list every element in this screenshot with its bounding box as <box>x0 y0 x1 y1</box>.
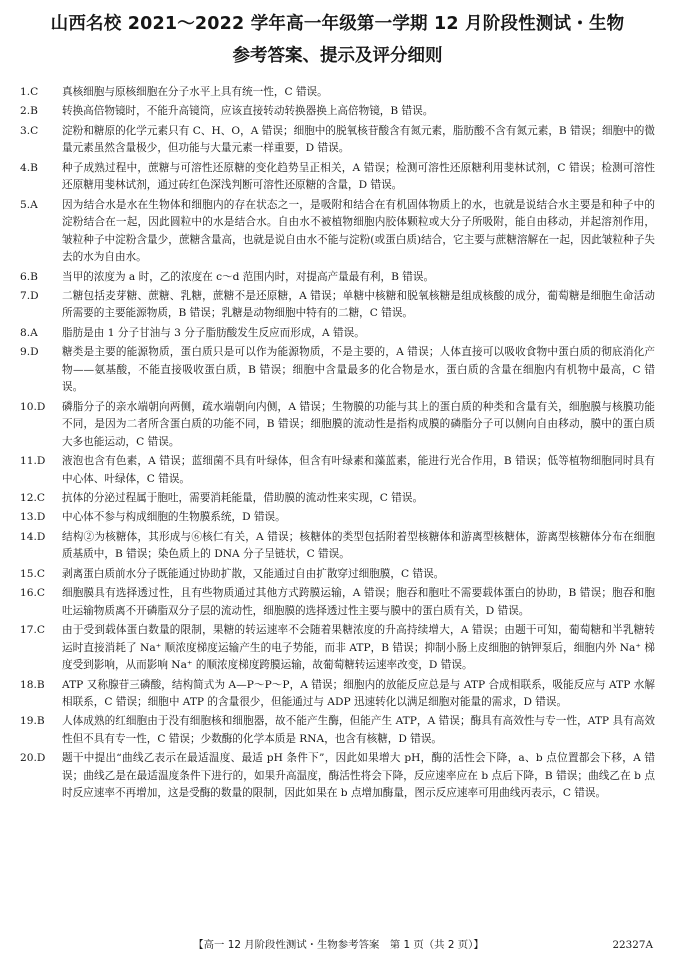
answer-item <box>20 325 655 342</box>
answer-explanation: 人体成熟的红细胞由于没有细胞核和细胞器，故不能产生酶，但能产生 ATP，A 错误；酶具有高效性与专一性，ATP 具有高效性但不具有专一性，C 错误；少数酶的化学本质是 RNA，也含有核糖，D 错误。 <box>62 715 655 745</box>
answer-item <box>20 344 655 396</box>
footer-page-info: 【高一 12 月阶段性测试・生物参考答案 第 1 页（共 2 页）】 <box>193 939 484 951</box>
answer-explanation: 中心体不参与构成细胞的生物膜系统，D 错误。 <box>62 511 286 524</box>
answer-explanation: 真核细胞与原核细胞在分子水平上具有统一性，C 错误。 <box>62 86 328 98</box>
answer-explanation: 因为结合水是水在生物体和细胞内的存在状态之一，是吸附和结合在有机固体物质上的水，也就是说结合水主要是和种子中的淀粉结合在一起，因此圆粒中的水是结合水。自由水不被植物细胞内胶体颗粒或大分子所吸附，能自由移动，并起溶剂作用，皱粒种子中淀粉含量少，蔗糖含量高，也就是说自由水不能与淀粉(或蛋白质)结合，它主要与蔗糖溶解在一起，因此皱粒种子失去的水为自由水。 <box>62 198 655 264</box>
answer-item <box>20 123 655 158</box>
answer-explanation: 结构②为核糖体，其形成与⑥核仁有关，A 错误；核糖体的类型包括附着型核糖体和游离型核糖体，游离型核糖体分布在细胞质基质中，B 错误；染色质上的 DNA 分子呈链状，C 错误。 <box>62 530 655 561</box>
answer-number: 11.D <box>20 455 46 468</box>
answer-item <box>20 750 655 802</box>
answer-number: 1.C <box>20 86 39 98</box>
answer-explanation: 糖类是主要的能源物质，蛋白质只是可以作为能源物质，不是主要的，A 错误；人体直接可以吸收食物中蛋白质的彻底消化产物——氨基酸，不能直接吸收蛋白质，B 错误；细胞中含量最多的化合物是水，蛋白质的含量在细胞内有机物中最高，C 错误。 <box>62 346 655 394</box>
answer-explanation: 剥离蛋白质前水分子既能通过协助扩散，又能通过自由扩散穿过细胞膜，C 错误。 <box>62 567 445 580</box>
answer-list <box>20 84 655 803</box>
answer-number: 9.D <box>20 346 39 359</box>
answer-number: 16.C <box>20 587 45 600</box>
answer-explanation: 磷脂分子的亲水端朝向两侧，疏水端朝向内侧，A 错误；生物膜的功能与其上的蛋白质的种类和含量有关，细胞膜与核膜功能不同，是因为二者所含蛋白质的功能不同，B 错误；细胞膜的流动性是指构成膜的磷脂分子可以侧向自由移动，膜中的蛋白质大多也能运动，C 错误。 <box>62 400 655 448</box>
page-footer <box>0 938 677 952</box>
answer-number: 20.D <box>20 752 46 765</box>
answer-explanation: 抗体的分泌过程属于胞吐，需要消耗能量，借助膜的流动性来实现，C 错误。 <box>62 491 424 504</box>
answer-number: 7.D <box>20 289 39 302</box>
answer-number: 3.C <box>20 124 39 137</box>
answer-explanation: 转换高倍物镜时，不能升高镜筒，应该直接转动转换器换上高倍物镜，B 错误。 <box>62 105 434 118</box>
answer-item <box>20 288 655 323</box>
answer-number: 19.B <box>20 715 45 728</box>
answer-item <box>20 399 655 451</box>
answer-explanation: 当甲的浓度为 a 时，乙的浓度在 c～d 范围内时，对提高产量最有利，B 错误。 <box>62 270 435 283</box>
answer-number: 2.B <box>20 105 38 118</box>
answer-number: 4.B <box>20 161 38 174</box>
answer-item <box>20 529 655 564</box>
answer-item <box>20 566 655 583</box>
answer-item <box>20 677 655 712</box>
answer-number: 12.C <box>20 491 45 504</box>
answer-item <box>20 160 655 195</box>
answer-item <box>20 585 655 620</box>
answer-explanation: 题干中提出“曲线乙表示在最适温度、最适 pH 条件下”，因此如果增大 pH，酶的活性会下降，a、b 点位置都会下移，A 错误；曲线乙是在最适温度条件下进行的，如果升高温度，酶活性将会下降，反应速率应在 b 点后下降，B 错误；曲线乙在 b 点时反应速率不再增加，这是受酶的数量的限制，因此如果在 b 点增加酶量，图示反应速率可用曲线丙表示，C 错误。 <box>62 752 655 800</box>
answer-item <box>20 197 655 267</box>
answer-explanation: 液泡也含有色素，A 错误；蓝细菌不具有叶绿体，但含有叶绿素和藻蓝素，能进行光合作用，B 错误；低等植物细胞同时具有中心体、叶绿体，C 错误。 <box>62 455 655 485</box>
answer-explanation: 细胞膜具有选择透过性，且有些物质通过其他方式跨膜运输，A 错误；胞吞和胞吐不需要载体蛋白的协助，B 错误；胞吞和胞吐运输物质离不开磷脂双分子层的流动性，细胞膜的选择透过性主要与膜中的蛋白质有关，D 错误。 <box>62 587 655 617</box>
answer-number: 15.C <box>20 567 45 580</box>
answer-number: 5.A <box>20 198 38 211</box>
answer-item <box>20 103 655 120</box>
answer-item <box>20 509 655 526</box>
document-subtitle: 参考答案、提示及评分细则 <box>232 46 443 66</box>
document-title: 山西名校 2021～2022 学年高一年级第一学期 12 月阶段性测试・生物 <box>50 14 625 34</box>
answer-item <box>20 453 655 488</box>
answer-explanation: 种子成熟过程中，蔗糖与可溶性还原糖的变化趋势呈正相关，A 错误；检测可溶性还原糖利用斐林试剂，C 错误；检测可溶性还原糖用斐林试剂，通过砖红色深浅判断可溶性还原糖的含量，D 错误。 <box>62 161 655 192</box>
answer-number: 18.B <box>20 678 45 691</box>
answer-number: 10.D <box>20 400 46 413</box>
answer-number: 13.D <box>20 511 46 524</box>
answer-explanation: 淀粉和糖原的化学元素只有 C、H、O，A 错误；细胞中的脱氧核苷酸含有氮元素，脂肪酸不含有氮元素，B 错误；细胞中的微量元素虽然含量极少，但功能与大量元素一样重要，D 错误。 <box>62 124 655 155</box>
answer-item <box>20 84 655 101</box>
answer-number: 14.D <box>20 530 46 543</box>
answer-explanation: 脂肪是由 1 分子甘油与 3 分子脂肪酸发生反应而形成，A 错误。 <box>62 326 365 339</box>
answer-explanation: 由于受到载体蛋白数量的限制，果糖的转运速率不会随着果糖浓度的升高持续增大，A 错误；由题干可知，葡萄糖和半乳糖转运时直接消耗了 Na⁺ 顺浓度梯度运输产生的电子势能，而非 ATP，B 错误；抑制小肠上皮细胞的钠钾泵后，细胞内外 Na⁺ 梯度受到影响，从而影响 Na⁺ 的顺浓度梯度跨膜运输，故葡萄糖转运速率改变，D 错误。 <box>62 624 655 672</box>
answer-item <box>20 269 655 286</box>
answer-number: 8.A <box>20 326 38 339</box>
footer-code: 22327A <box>612 939 653 951</box>
answer-explanation: ATP 又称腺苷三磷酸，结构简式为 A—P～P～P，A 错误；细胞内的放能反应总是与 ATP 合成相联系，吸能反应与 ATP 水解相联系，C 错误；细胞中 ATP 的含量很少，但能通过与 ADP 迅速转化以满足细胞对能量的需求，D 错误。 <box>62 678 655 708</box>
answer-item <box>20 713 655 748</box>
answer-item <box>20 490 655 507</box>
answer-number: 17.C <box>20 624 45 637</box>
answer-number: 6.B <box>20 270 38 283</box>
answer-explanation: 二糖包括麦芽糖、蔗糖、乳糖，蔗糖不是还原糖，A 错误；单糖中核糖和脱氧核糖是组成核酸的成分，葡萄糖是细胞生命活动所需要的主要能源物质，B 错误；乳糖是动物细胞中特有的二糖，C 错误。 <box>62 289 655 320</box>
answer-item <box>20 622 655 674</box>
